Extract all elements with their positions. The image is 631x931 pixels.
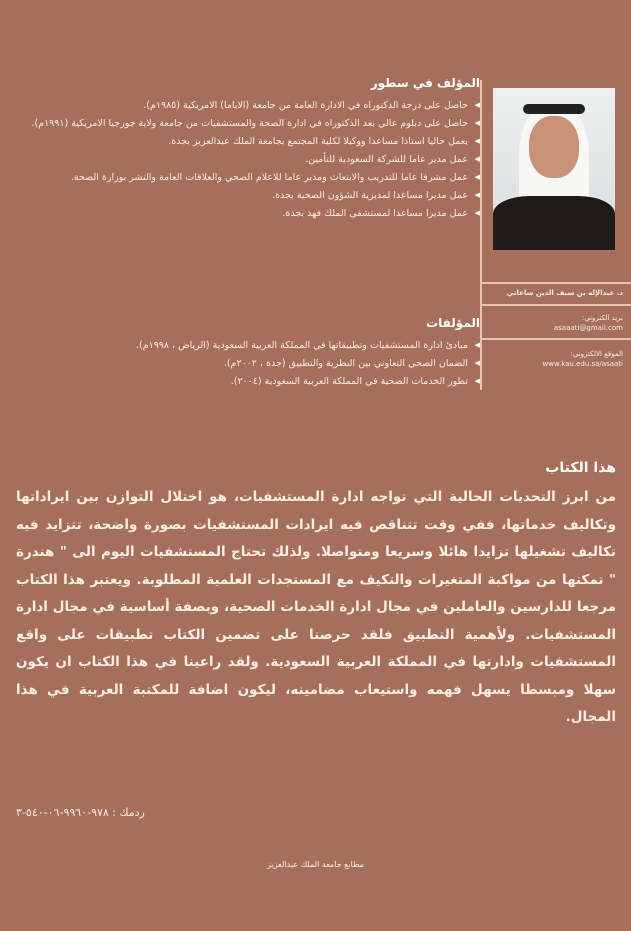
about-book: [16, 460, 616, 732]
works-title: المؤلفات: [426, 316, 480, 330]
printer-name: مطابع جامعة الملك عبدالعزيز: [267, 860, 364, 869]
website-link[interactable]: www.kau.edu.sa/asaati: [542, 360, 623, 368]
bio-item: ◀ عمل مشرفا عاما للتدريب والابتعاث ومدير عاما للاعلام الصحي والعلاقات العامة والنشر بوزارة الصحة.: [14, 170, 480, 185]
bio-item: ◀ عمل مديرا مساعدا لمستشفى الملك فهد بجدة.: [14, 206, 480, 221]
email-link[interactable]: asaaati@gmail.com: [553, 324, 623, 332]
author-bio: [14, 76, 480, 224]
about-title: هذا الكتاب: [545, 460, 616, 476]
bio-item: ◀ عمل مدير عاما للشركة السعودية للتأمين.: [14, 152, 480, 167]
bio-item: ◀ يعمل حاليا استاذا مساعدا ووكيلا لكلية المجتمع بجامعة الملك عبدالعزيز بجدة.: [14, 134, 480, 149]
work-item: ◀ مبادئ ادارة المستشفيات وتطبيقاتها في المملكة العربية السعودية (الرياض ، ١٩٩٨م).: [14, 338, 480, 353]
about-text: من ابرز التحديات الحالية التي تواجه ادارة المستشفيات، هو اختلال التوازن بين ايراداتها وتكاليف خدماتها، ففي وقت تتناقص فيه ايرادات المستشفيات بصورة واضحة، تتزايد فيه تكاليف تشغيلها تزايدا هائلا وسريعا ومتواصلا. ولذلك تحتاج المستشفيات اليوم الى " هندرة " تمكنها من مواكبة المتغيرات والتكيف مع المستجدات العلمية المطلوبة. ويعتبر هذا الكتاب مرجعا للدارسين والعاملين في مجال ادارة الخدمات الصحية، وبصفة أساسية في مجال ادارة المستشفيات. ولأهمية التطبيق فلقد حرصنا على تضمين الكتاب تطبيقات على واقع المستشفيات وادارتها في المملكة العربية السعودية. ولقد راعينا في هذا الكتاب ان يكون سهلا ومبسطا يسهل فهمه واستيعاب مضامينه، ليكون اضافة للمكتبة العربية في هذا المجال.: [16, 489, 616, 725]
bio-title: المؤلف في سطور: [370, 76, 480, 90]
bio-item: ◀ حاصل على درجة الدكتوراه في الادارة العامة من جامعة (الاباما) الامريكية (١٩٨٥م).: [14, 98, 480, 113]
email-label: بريد الكتروني:: [581, 314, 623, 322]
author-name: د. عبدالإله بن سيف الدين ساعاتي: [506, 289, 623, 297]
work-item: ◀ الضمان الصحي التعاوني بين النظرية والتطبيق (جدة ، ٢٠٠٢م).: [14, 356, 480, 371]
work-item: ◀ تطور الخدمات الصحية في المملكة العربية السعودية (٢٠٠٤).: [14, 374, 480, 389]
website-label: الموقع الالكتروني:: [570, 350, 623, 358]
bio-item: ◀ عمل مديرا مساعدا لمديرية الشؤون الصحية بجدة.: [14, 188, 480, 203]
author-works: [14, 316, 480, 392]
isbn: ردمك : ٩٧٨-٩٩٦٠-٠٦-٥٤٠-٣: [16, 806, 145, 819]
author-photo: [493, 88, 615, 250]
author-sidebar: [480, 80, 631, 390]
bio-item: ◀ حاصل على دبلوم عالي بعد الدكتوراه في ادارة الصحة والمستشفيات من جامعة ولاية جورجيا الامريكية (١٩٩١م).: [14, 116, 480, 131]
